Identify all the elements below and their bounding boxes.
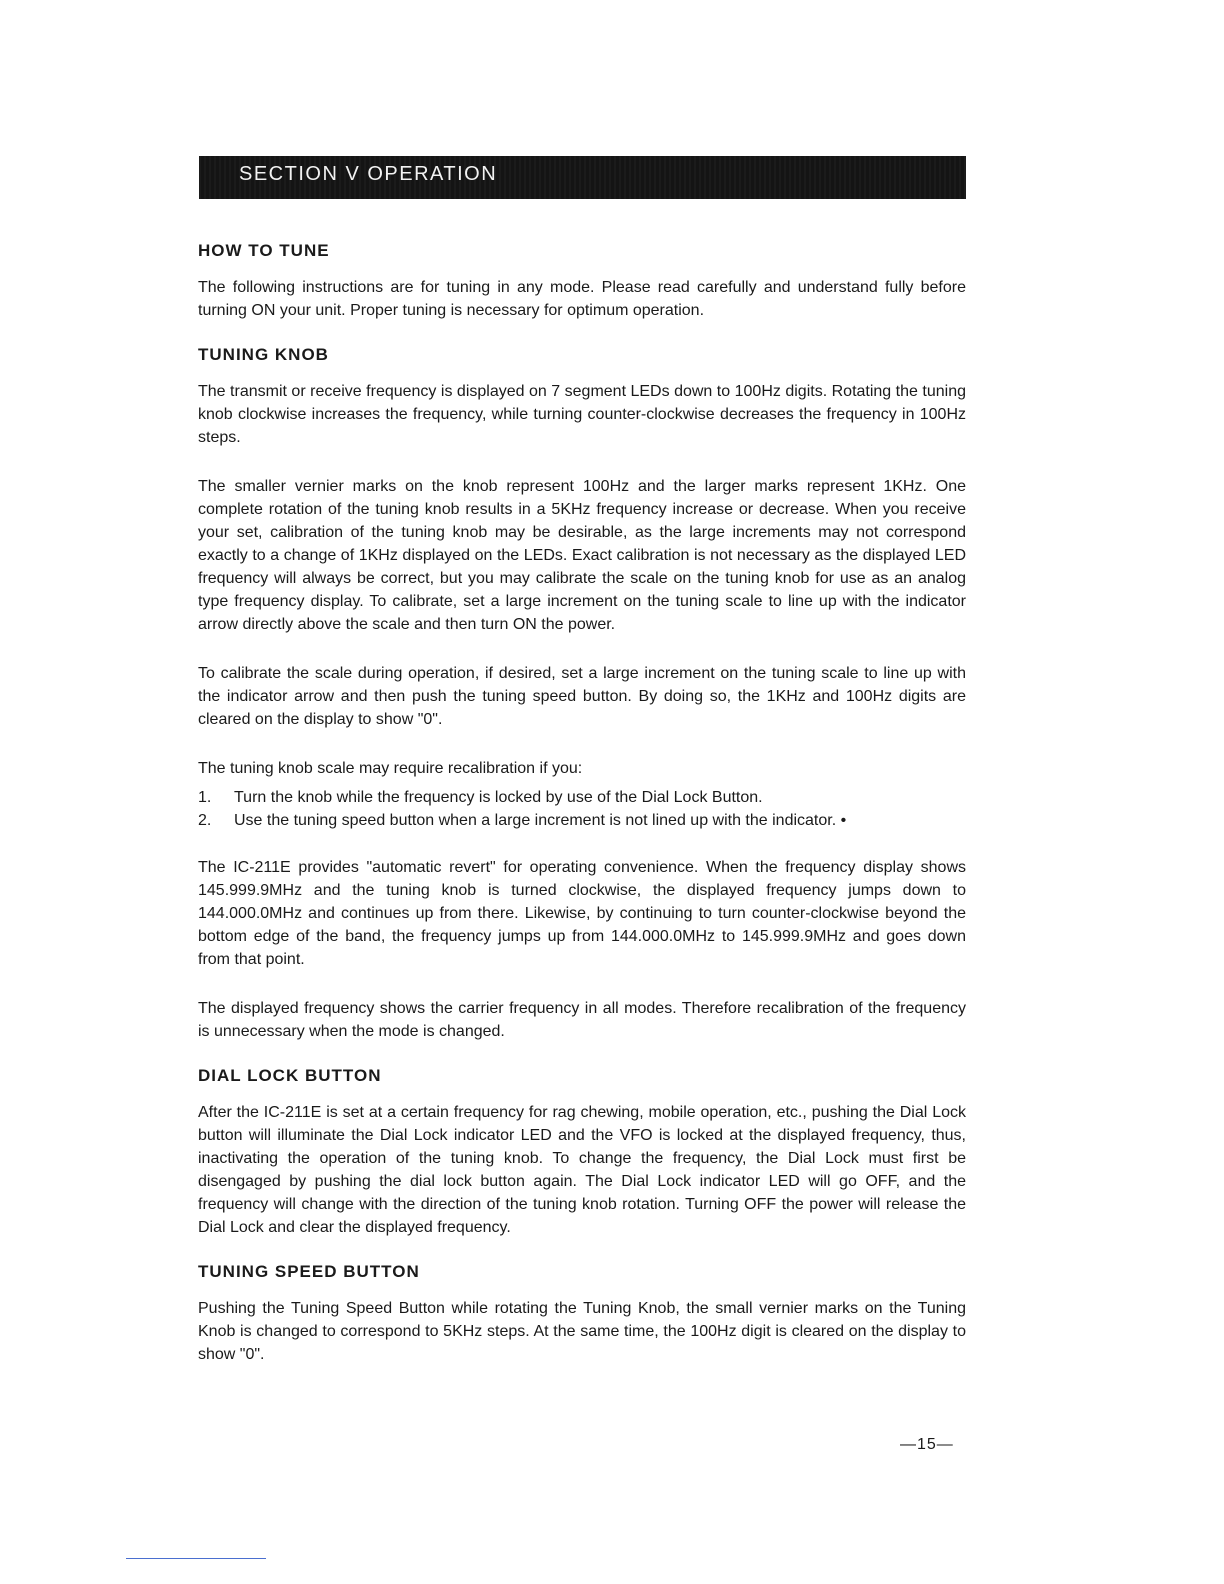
list-text: Turn the knob while the frequency is locked by use of the Dial Lock Button. — [234, 789, 763, 806]
page-content — [198, 240, 966, 1388]
paragraph: To calibrate the scale during operation, if desired, set a large increment on the tuning scale to line up with the indicator arrow and then push the tuning speed button. By doing so, the 1KHz and 100Hz digits are cleared on the display to show "0". — [198, 665, 966, 728]
list-item — [198, 786, 966, 809]
page-number: —15— — [900, 1436, 954, 1453]
section-how-to-tune — [198, 240, 966, 322]
section-dial-lock — [198, 1065, 966, 1239]
paragraph: The smaller vernier marks on the knob represent 100Hz and the larger marks represent 1KHz. One complete rotation of the tuning knob results in a 5KHz frequency increase or decrease. When you receive your set, calibration of the tuning knob may be desirable, as the large increments may not correspond exactly to a change of 1KHz displayed on the LEDs. Exact calibration is not necessary as the displayed LED frequency will always be correct, but you may calibrate the scale on the tuning knob for use as an analog type frequency display. To calibrate, set a large increment on the tuning scale to line up with the indicator arrow directly above the scale and then turn ON the power. — [198, 478, 966, 633]
heading-tuning-knob: TUNING KNOB — [198, 345, 329, 364]
section-banner — [199, 156, 966, 199]
section-tuning-knob — [198, 344, 966, 1043]
list-item — [198, 809, 966, 832]
paragraph: After the IC-211E is set at a certain frequency for rag chewing, mobile operation, etc., pushing the Dial Lock button will illuminate the Dial Lock indicator LED and the VFO is locked at the displayed frequency, thus, inactivating the operation of the tuning knob. To change the frequency, the Dial Lock must first be disengaged by pushing the dial lock button again. The Dial Lock indicator LED will go OFF, and the frequency will change with the direction of the tuning knob rotation. Turning OFF the power will release the Dial Lock and clear the displayed frequency. — [198, 1104, 966, 1236]
recalibration-list — [198, 786, 966, 832]
heading-dial-lock: DIAL LOCK BUTTON — [198, 1066, 382, 1085]
list-text: Use the tuning speed button when a large increment is not lined up with the indicator. • — [234, 812, 847, 829]
list-number: 1. — [198, 789, 212, 806]
section-title: SECTION V OPERATION — [239, 163, 498, 185]
paragraph: Pushing the Tuning Speed Button while rotating the Tuning Knob, the small vernier marks on the Tuning Knob is changed to correspond to 5KHz steps. At the same time, the 100Hz digit is cleared on the display to show "0". — [198, 1300, 966, 1363]
section-tuning-speed — [198, 1261, 966, 1366]
list-number: 2. — [198, 812, 212, 829]
paragraph: The IC-211E provides "automatic revert" for operating convenience. When the frequency display shows 145.999.9MHz and the tuning knob is turned clockwise, the displayed frequency jumps down to 144.000.0MHz and continues up from there. Likewise, by continuing to turn counter-clockwise beyond the bottom edge of the band, the frequency jumps up from 144.000.0MHz to 145.999.9MHz and goes down from that point. — [198, 859, 966, 968]
heading-how-to-tune: HOW TO TUNE — [198, 241, 330, 260]
paragraph: The displayed frequency shows the carrier frequency in all modes. Therefore recalibration of the frequency is unnecessary when the mode is changed. — [198, 1000, 966, 1040]
heading-tuning-speed: TUNING SPEED BUTTON — [198, 1262, 420, 1281]
paragraph: The transmit or receive frequency is displayed on 7 segment LEDs down to 100Hz digits. Rotating the tuning knob clockwise increases the frequency, while turning counter-clockwise decreases the frequency in 100Hz steps. — [198, 383, 966, 446]
paragraph: The tuning knob scale may require recalibration if you: — [198, 760, 583, 777]
paragraph: The following instructions are for tuning in any mode. Please read carefully and understand fully before turning ON your unit. Proper tuning is necessary for optimum operation. — [198, 279, 966, 319]
footer-divider — [126, 1558, 266, 1559]
